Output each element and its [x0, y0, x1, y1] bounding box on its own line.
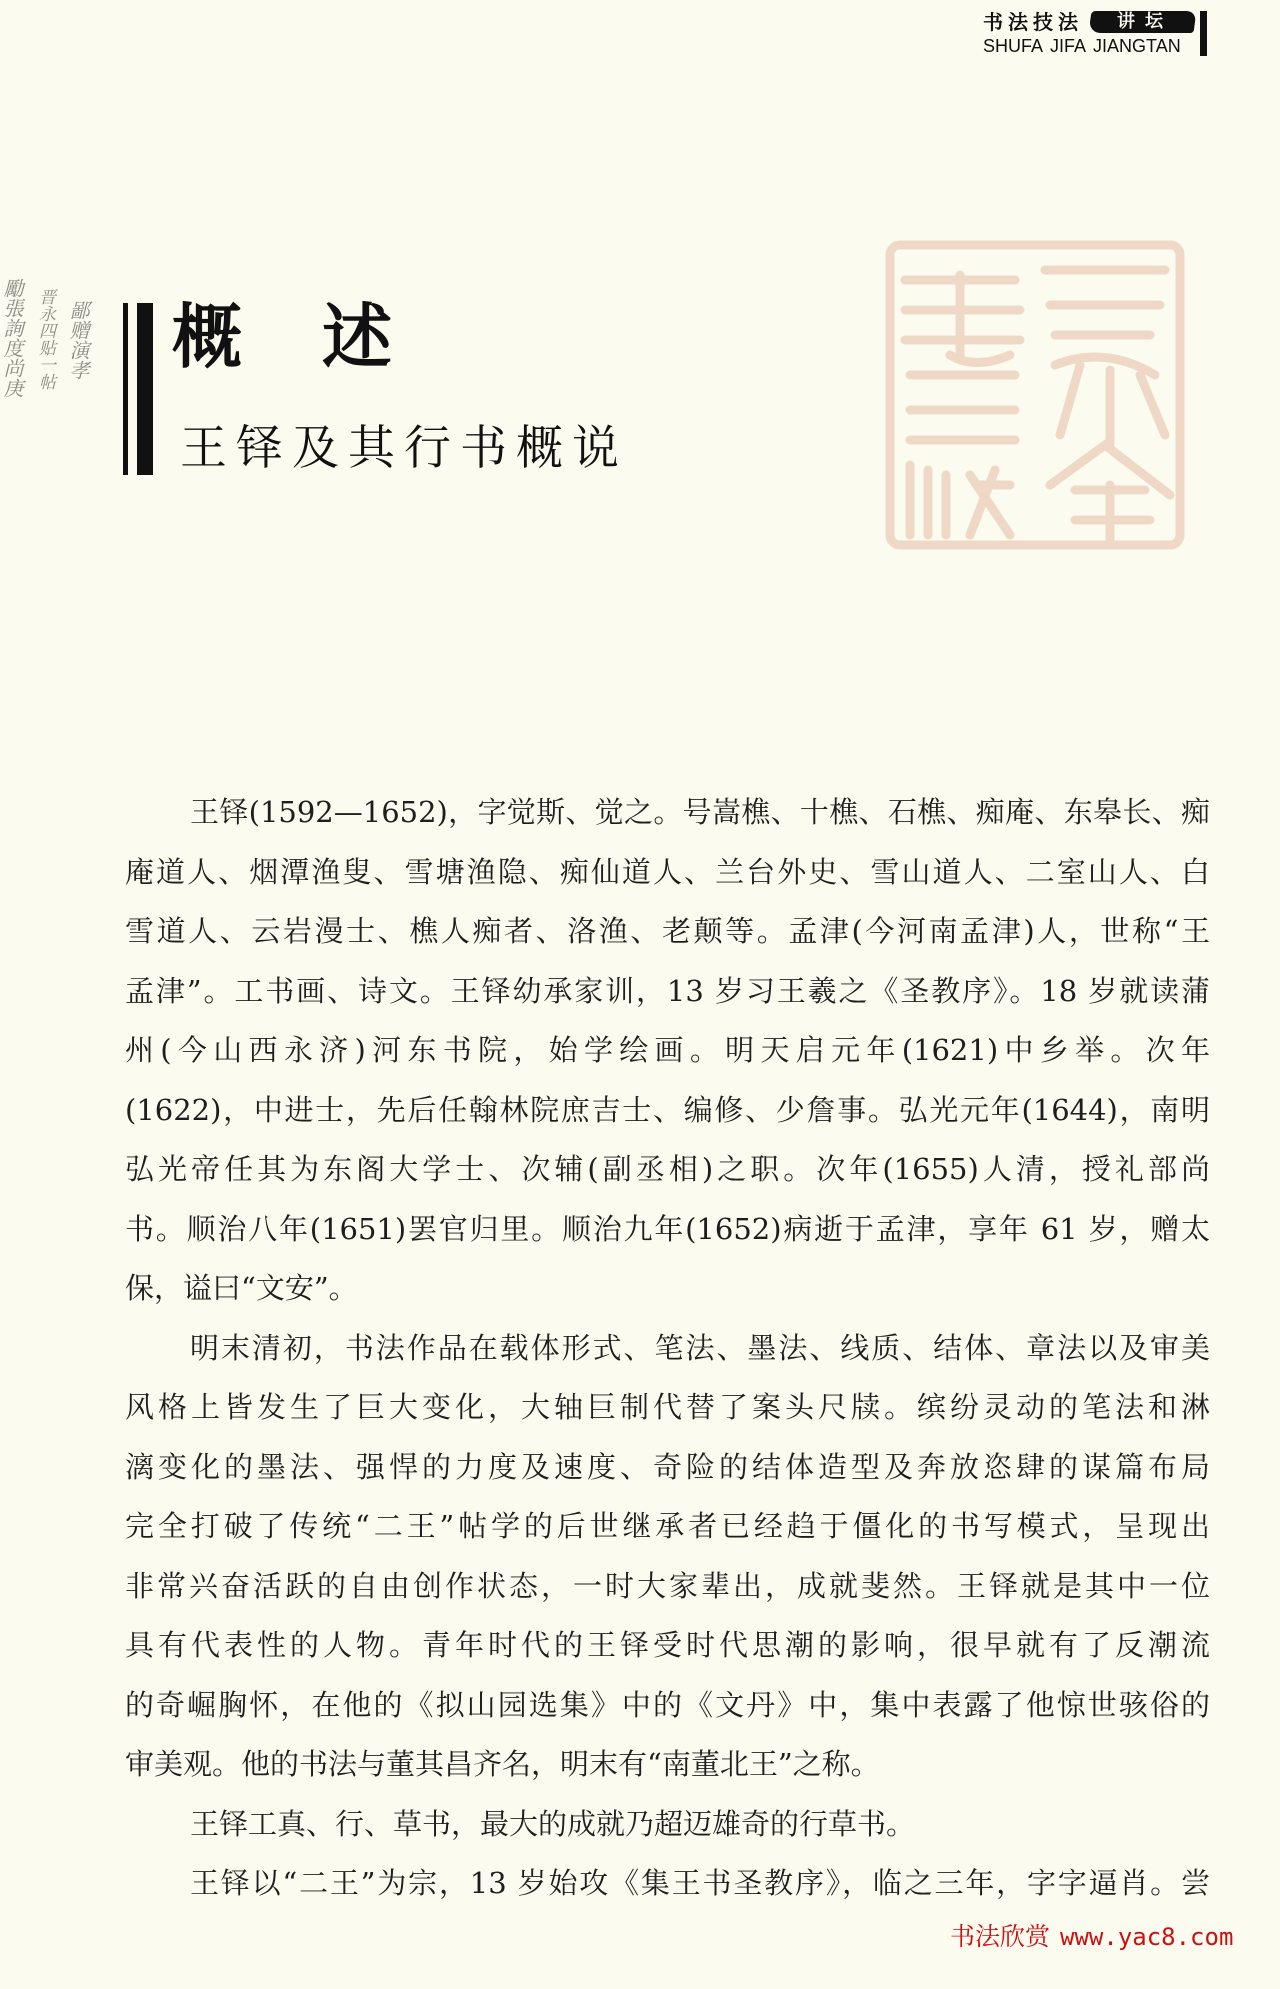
paragraph-line: 具有代表性的人物。青年时代的王铎受时代思潮的影响，很早就有了反潮流 [125, 1628, 1210, 1662]
paragraph-line: 的奇崛胸怀，在他的《拟山园选集》中的《文丹》中，集中表露了他惊世骇俗的 [125, 1687, 1210, 1722]
paragraph-line: 王铎(1592—1652)，字觉斯、觉之。号嵩樵、十樵、石樵、痴庵、东皋长、痴 [190, 795, 1210, 829]
paragraph-line: 雪道人、云岩漫士、樵人痴者、洛渔、老颠等。孟津(今河南孟津)人，世称“王 [125, 914, 1210, 948]
margin-calligraphy [0, 278, 100, 500]
watermark-label: 书法欣赏 [950, 1922, 1051, 1951]
paragraph-line: 审美观。他的书法与董其昌齐名，明末有“南董北王”之称。 [125, 1747, 880, 1781]
paragraph-line: 书。顺治八年(1651)罢官归里。顺治九年(1652)病逝于孟津，享年 61 岁，赠太 [125, 1211, 1210, 1246]
watermark-url: www.yac8.com [1060, 1923, 1234, 1951]
header-bar-divider [1200, 11, 1207, 56]
title-rule-thick [137, 303, 153, 475]
running-header [983, 10, 1213, 58]
paragraph-line: 庵道人、烟潭渔叟、雪塘渔隐、痴仙道人、兰台外史、雪山道人、二室山人、白 [125, 854, 1210, 889]
page-title: 概述 [172, 295, 472, 378]
paragraph-line: 州(今山西永济)河东书院，始学绘画。明天启元年(1621)中乡举。次年 [125, 1033, 1210, 1067]
calligraphy-column: 鄙赠演孝 [66, 300, 90, 380]
paragraph-line: 明末清初，书法作品在载体形式、笔法、墨法、线质、结体、章法以及审美 [190, 1330, 1210, 1365]
page-subtitle: 王铎及其行书概说 [180, 421, 628, 476]
paragraph-line: 风格上皆发生了巨大变化，大轴巨制代替了案头尺牍。缤纷灵动的笔法和淋 [125, 1390, 1210, 1424]
paragraph-line: 非常兴奋活跃的自由创作状态，一时大家辈出，成就斐然。王铎就是其中一位 [125, 1568, 1210, 1603]
calligraphy-column: 晋永四贴一帖 [35, 288, 55, 390]
paragraph-line: 保，谥曰“文安”。 [125, 1271, 358, 1305]
site-watermark [950, 1921, 1233, 1953]
paragraph-line: 弘光帝任其为东阁大学士、次辅(副丞相)之职。次年(1655)人清，授礼部尚 [125, 1152, 1210, 1186]
article-body [125, 783, 1210, 1914]
header-section-title: 书法技法 [983, 10, 1083, 34]
header-section-title-en: SHUFA JIFA JIANGTAN [983, 36, 1181, 56]
paragraph-line: 孟津”。工书画、诗文。王铎幼承家训，13 岁习王羲之《圣教序》。18 岁就读蒲 [125, 973, 1210, 1008]
calligraphy-column: 勵張詢度尚庚 [0, 278, 24, 398]
paragraph-line: (1622)，中进士，先后任翰林院庶吉士、编修、少詹事。弘光元年(1644)，南明 [125, 1092, 1210, 1127]
paragraph-line: 王铎以“二王”为宗，13 岁始攻《集王书圣教序》，临之三年，字字逼肖。尝 [190, 1866, 1210, 1900]
paragraph-line: 漓变化的墨法、强悍的力度及速度、奇险的结体造型及奔放恣肆的谋篇布局 [125, 1449, 1210, 1484]
paragraph-line: 王铎工真、行、草书，最大的成就乃超迈雄奇的行草书。 [190, 1806, 916, 1841]
paragraph-line: 完全打破了传统“二王”帖学的后世继承者已经趋于僵化的书写模式，呈现出 [125, 1509, 1210, 1543]
header-badge-label: 讲坛 [1117, 11, 1173, 32]
seal-stamp-icon [880, 235, 1190, 555]
title-rule-thin [123, 303, 128, 475]
